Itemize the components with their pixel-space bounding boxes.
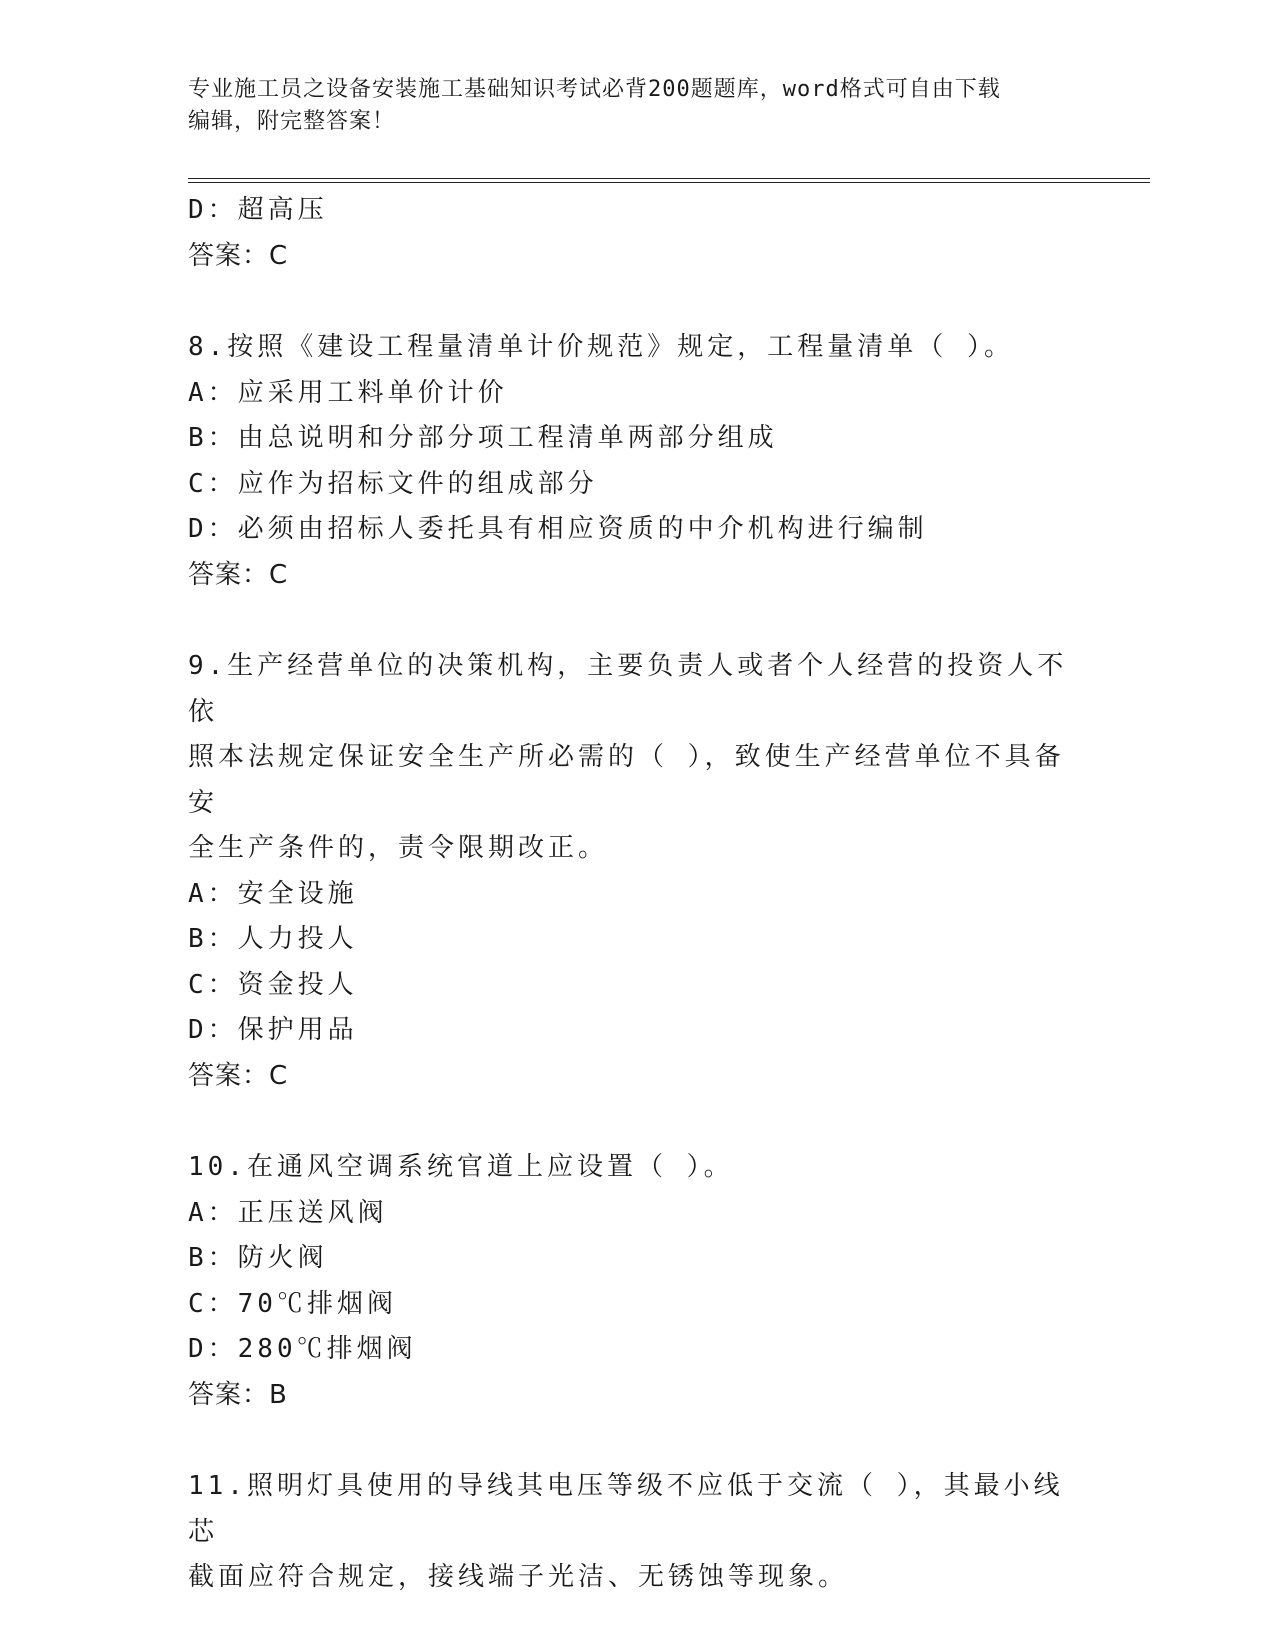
option-b: B：由总说明和分部分项工程清单两部分组成	[188, 423, 778, 453]
option-d: D：必须由招标人委托具有相应资质的中介机构进行编制	[188, 514, 928, 544]
carry-over-answer: 答案：C	[188, 240, 289, 271]
header-title-line-1: 专业施工员之设备安装施工基础知识考试必背200题题库，word格式可自由下载	[188, 77, 1001, 102]
option-c: C：应作为招标文件的组成部分	[188, 468, 598, 499]
question-10	[188, 1145, 1088, 1418]
question-stem: 8.按照《建设工程量清单计价规范》规定，工程量清单（ ）。	[188, 332, 1014, 362]
option-b: B：防火阀	[188, 1243, 328, 1273]
option-a: A：正压送风阀	[188, 1197, 388, 1228]
carry-over-option-d: D：超高压	[188, 195, 328, 225]
option-a: A：安全设施	[188, 878, 358, 909]
question-9	[188, 644, 1088, 1099]
question-stem-line-1: 11.照明灯具使用的导线其电压等级不应低于交流（ ），其最小线芯	[188, 1471, 1064, 1547]
document-body	[188, 188, 1088, 1601]
option-d: D：保护用品	[188, 1015, 358, 1045]
question-stem-line-1: 9.生产经营单位的决策机构，主要负责人或者个人经营的投资人不依	[188, 651, 1068, 727]
header-rule-bottom	[188, 182, 1150, 183]
header-rule-top	[188, 178, 1150, 179]
question-11	[188, 1464, 1088, 1601]
question-stem-line-2: 截面应符合规定，接线端子光洁、无锈蚀等现象。	[188, 1562, 849, 1592]
question-stem-line-2: 照本法规定保证安全生产所必需的（ ），致使生产经营单位不具备安	[188, 742, 1065, 818]
answer: 答案：C	[188, 559, 289, 590]
option-c: C：资金投人	[188, 969, 358, 1000]
document-header	[188, 74, 1068, 138]
option-c: C：70℃排烟阀	[188, 1288, 397, 1319]
answer: 答案：C	[188, 1060, 289, 1091]
answer: 答案：B	[188, 1379, 288, 1410]
question-8	[188, 325, 1088, 598]
header-title-line-2: 编辑，附完整答案！	[188, 109, 396, 134]
question-stem: 10.在通风空调系统官道上应设置（ ）。	[188, 1152, 734, 1182]
option-b: B：人力投人	[188, 924, 358, 954]
option-a: A：应采用工料单价计价	[188, 377, 508, 408]
option-d: D：280℃排烟阀	[188, 1334, 417, 1364]
question-stem-line-3: 全生产条件的，责令限期改正。	[188, 833, 609, 863]
